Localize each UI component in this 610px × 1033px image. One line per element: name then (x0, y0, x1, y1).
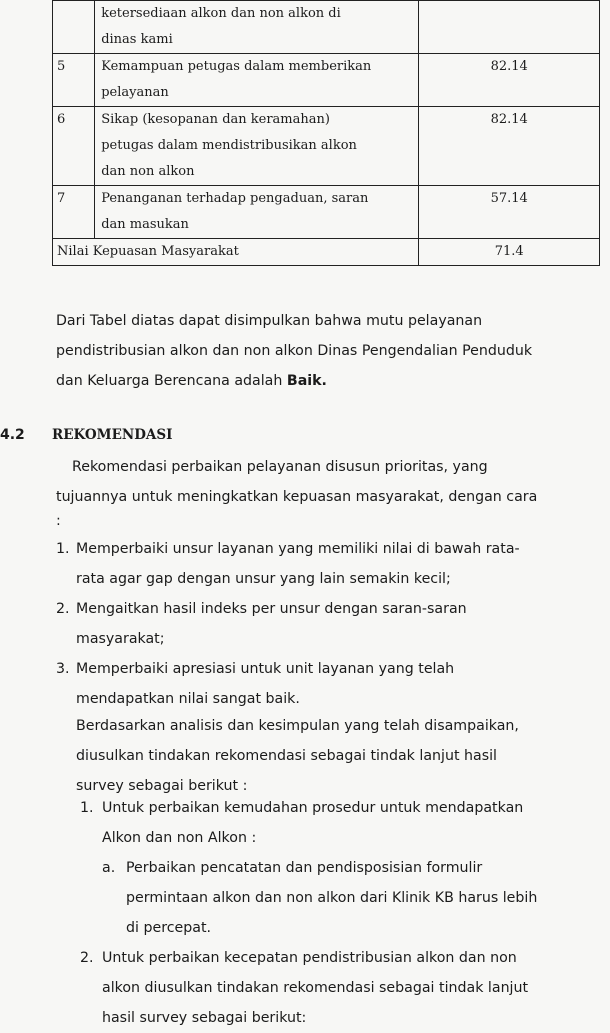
list-item: 3. Memperbaiki apresiasi untuk unit layanan yang telah mendapatkan nilai sangat baik. (56, 661, 455, 707)
row-value: 57.14 (419, 186, 600, 239)
recommendation-list (56, 534, 606, 714)
row-number: 6 (53, 107, 95, 186)
list-item: 1. Untuk perbaikan kemudahan prosedur untuk mendapatkan Alkon dan non Alkon : (80, 800, 524, 846)
row-value: 82.14 (419, 107, 600, 186)
conclusion-paragraph: Dari Tabel diatas dapat disimpulkan bahwa mutu pelayanan pendistribusian alkon dan non alkon Dinas Pengendalian Penduduk dan Keluarga Berencana adalah Baik. (56, 313, 533, 389)
list-item: 2. Mengaitkan hasil indeks per unsur dengan saran-saran masyarakat; (56, 601, 467, 647)
row-item: Sikap (kesopanan dan keramahan) petugas dalam mendistribusikan alkon dan non alkon (95, 107, 419, 186)
table-row (53, 1, 600, 54)
section-title: REKOMENDASI (52, 427, 173, 443)
total-value: 71.4 (419, 239, 600, 266)
row-item: ketersediaan alkon dan non alkon di dinas kami (95, 1, 419, 54)
section-number: 4.2 (0, 427, 25, 443)
total-label: Nilai Kepuasan Masyarakat (53, 239, 419, 266)
list-item: 2. Untuk perbaikan kecepatan pendistribusian alkon dan non alkon diusulkan tindakan rekomendasi sebagai tindak lanjut hasil survey sebagai berikut: (80, 950, 529, 1026)
row-value: 82.14 (419, 54, 600, 107)
recommendation-intro: Rekomendasi perbaikan pelayanan disusun prioritas, yang tujuannya untuk meningkatkan kepuasan masyarakat, dengan cara : (56, 459, 538, 529)
row-number: 7 (53, 186, 95, 239)
list-item: 1. Memperbaiki unsur layanan yang memiliki nilai di bawah rata- rata agar gap dengan unsur yang lain semakin kecil; (56, 541, 520, 587)
row-item: Penanganan terhadap pengaduan, saran dan masukan (95, 186, 419, 239)
table-row (53, 186, 600, 239)
table-row (53, 54, 600, 107)
row-value (419, 1, 600, 54)
row-number: 5 (53, 54, 95, 107)
table-row (53, 107, 600, 186)
row-item: Kemampuan petugas dalam memberikan pelayanan (95, 54, 419, 107)
row-number (53, 1, 95, 54)
conclusion-verdict: Baik. (286, 373, 327, 389)
followup-list (80, 793, 606, 1033)
followup-paragraph: Berdasarkan analisis dan kesimpulan yang telah disampaikan, diusulkan tindakan rekomendasi sebagai tindak lanjut hasil survey sebagai berikut : (76, 718, 519, 794)
satisfaction-table (52, 0, 600, 266)
list-item: a. Perbaikan pencatatan dan pendisposisian formulir permintaan alkon dan non alkon dari Klinik KB harus lebih di percepat. (102, 860, 538, 936)
table-total-row (53, 239, 600, 266)
